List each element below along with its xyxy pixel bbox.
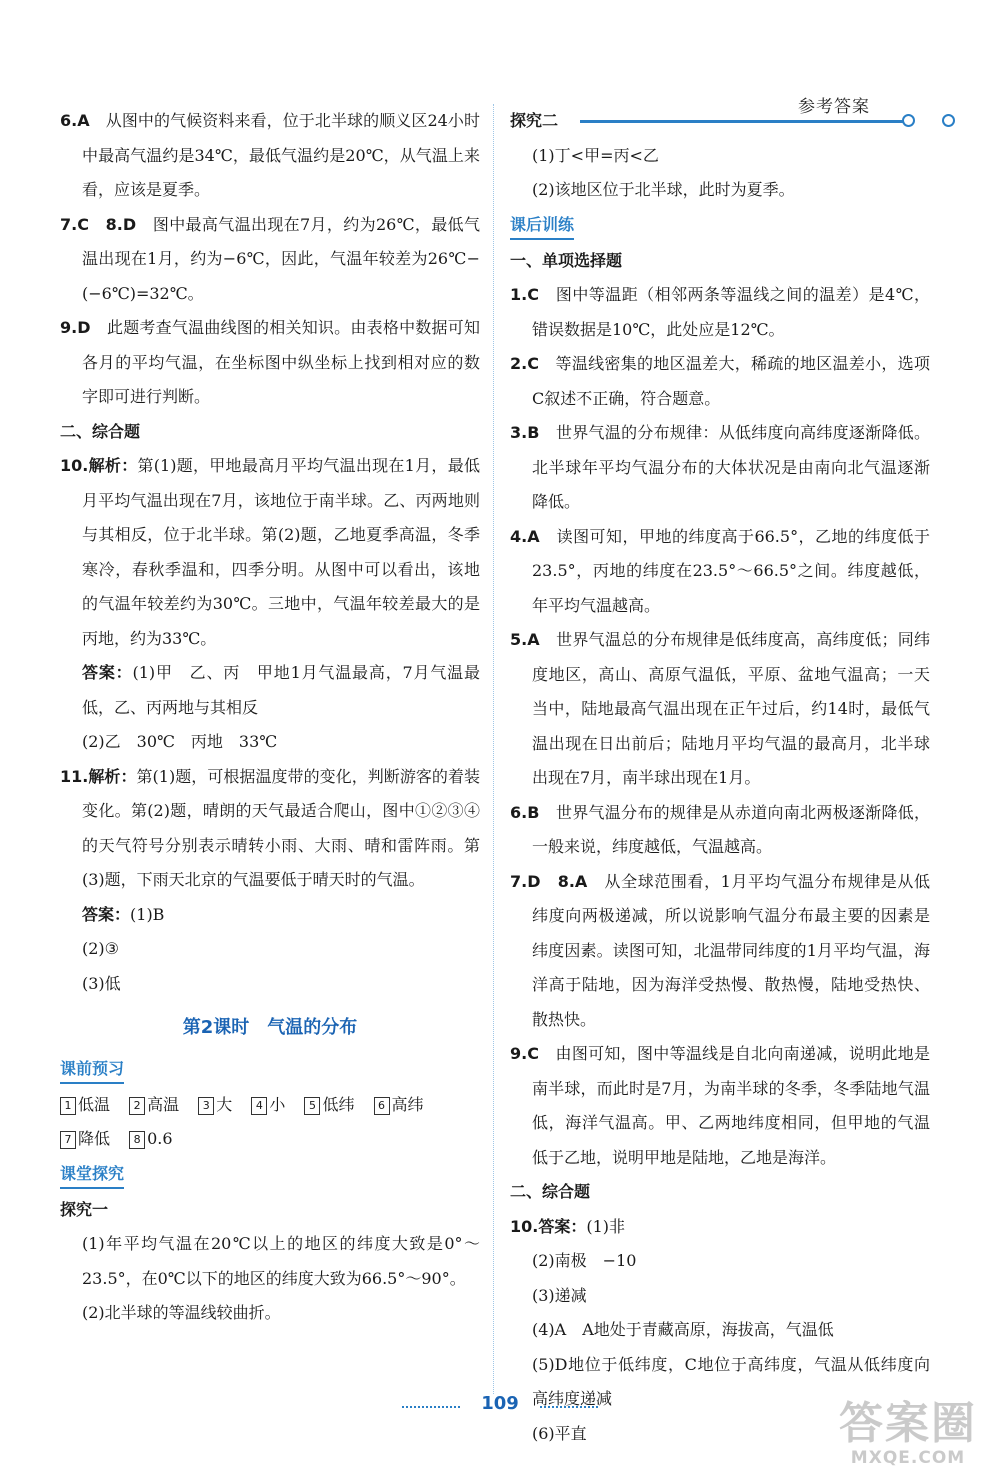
fill-answer: 8 0.6 — [129, 1129, 172, 1148]
column-divider — [493, 104, 494, 1394]
preview-answers-row-1 — [60, 1088, 480, 1123]
answer-item-9: 9.D 此题考查气温曲线图的相关知识。由表格中数据可知各月的平均气温，在坐标图中纵坐标上找到相对应的数字即可进行判断。 — [60, 318, 480, 406]
number-box: 4 — [251, 1097, 267, 1115]
fill-answer: 5 低纬 — [304, 1095, 354, 1114]
answer-item-10-answer: 答案：(1)甲 乙、丙 甲地1月气温最高，7月气温最低，乙、丙两地与其相反 — [82, 663, 480, 717]
section-heading-comprehensive: 二、综合题 — [510, 1182, 591, 1201]
right-column — [510, 104, 930, 1451]
number-box: 2 — [129, 1097, 145, 1115]
answer-item-10-analysis: 10.解析：第(1)题，甲地最高月平均气温出现在1月，最低月平均气温出现在7月，该地位于南半球。乙、丙两地则与其相反，位于北半球。第(2)题，乙地夏季高温，冬季寒冷，春秋季温和，四季分明。从图中可以看出，该地的气温年较差约为30℃。三地中，气温年较差最大的是丙地，约为33℃。 — [60, 456, 480, 648]
page-footer — [400, 1393, 600, 1417]
answer-item-7-8: 7.C 8.D 图中最高气温出现在7月，约为26℃，最低气温出现在1月，约为−6℃，因此，气温年较差为26℃−(−6℃)=32℃。 — [60, 214, 480, 303]
left-column — [60, 104, 480, 1331]
fill-answer: 1 低温 — [60, 1095, 110, 1114]
answer-item-11-answer-3: (3)低 — [82, 973, 121, 993]
section-heading-single-choice: 一、单项选择题 — [510, 250, 623, 270]
explore-2-answer-1: (1)丁<甲=丙<乙 — [532, 145, 659, 165]
answer-item-10-part-6: (6)平直 — [532, 1423, 587, 1443]
watermark-url: MXQE.COM — [850, 1448, 966, 1468]
answer-item-10-answer-2: (2)乙 30℃ 丙地 33℃ — [82, 732, 278, 751]
answer-item-10: 10.答案：(1)非 — [510, 1216, 626, 1236]
answer-item-6: 6.A 从图中的气候资料来看，位于北半球的顺义区24小时中最高气温约是34℃，最低气温约是20℃，从气温上来看，应该是夏季。 — [60, 111, 480, 199]
answer-item-2: 2.C 等温线密集的地区温差大，稀疏的地区温差小，选项C叙述不正确，符合题意。 — [510, 354, 930, 408]
preview-answers-row-2 — [60, 1122, 480, 1157]
fill-answer: 6 高纬 — [374, 1095, 424, 1114]
footer-dots-right — [540, 1406, 598, 1408]
answer-item-10-part-4: (4)A A地处于青藏高原，海拔高，气温低 — [532, 1320, 834, 1339]
answer-item-10-part-3: (3)递减 — [532, 1285, 587, 1305]
section-tab-classroom: 课堂探究 — [60, 1161, 124, 1189]
section-tab-after-class: 课后训练 — [510, 212, 574, 240]
answer-item-11-analysis: 11.解析：第(1)题，可根据温度带的变化，判断游客的着装变化。第(2)题，晴朗的天气最适合爬山，图中①②③④的天气符号分别表示晴转小雨、大雨、晴和雷阵雨。第(3)题，下雨天北京的气温要低于晴天时的气温。 — [60, 766, 480, 889]
explore-1-answer-1: (1)年平均气温在20℃以上的地区的纬度大致是0°～23.5°，在0℃以下的地区的纬度大致为66.5°～90°。 — [82, 1234, 480, 1288]
fill-answer: 2 高温 — [129, 1095, 179, 1114]
number-box: 1 — [60, 1097, 76, 1115]
answer-item-5: 5.A 世界气温总的分布规律是低纬度高，高纬度低；同纬度地区，高山、高原气温低，平原、盆地气温高；一天当中，陆地最高气温出现在正午过后，约14时，最低气温出现在日出前后；陆地月平均气温的最高月，北半球出现在7月，南半球出现在1月。 — [510, 630, 930, 787]
answer-item-3: 3.B 世界气温的分布规律：从低纬度向高纬度逐渐降低。北半球年平均气温分布的大体状况是由南向北气温逐渐降低。 — [510, 423, 930, 511]
answer-item-7-8: 7.D 8.A 从全球范围看，1月平均气温分布规律是从低纬度向两极递减，所以说影响气温分布最主要的因素是纬度因素。读图可知，北温带同纬度的1月平均气温，海洋高于陆地，因为海洋受热慢、散热慢，陆地受热快、散热快。 — [510, 871, 930, 1029]
explore-1-answer-2: (2)北半球的等温线较曲折。 — [82, 1303, 281, 1322]
header-title: 参考答案 — [798, 97, 870, 117]
fill-answer: 3 大 — [198, 1095, 232, 1114]
answer-item-10-part-2: (2)南极 −10 — [532, 1251, 637, 1270]
number-box: 6 — [374, 1097, 390, 1115]
number-box: 3 — [198, 1097, 214, 1115]
number-box: 7 — [60, 1131, 76, 1149]
explore-1-title: 探究一 — [60, 1199, 109, 1219]
number-box: 8 — [129, 1131, 145, 1149]
page-number: 109 — [481, 1393, 519, 1414]
section-heading-comprehensive: 二、综合题 — [60, 421, 141, 441]
fill-answer: 4 小 — [251, 1095, 285, 1114]
watermark-glyphs: 答案圈 — [839, 1398, 977, 1449]
answer-item-11-answer: 答案：(1)B — [82, 904, 165, 924]
lesson-title: 第2课时 气温的分布 — [182, 1017, 358, 1038]
watermark-logo — [828, 1400, 988, 1468]
answer-item-4: 4.A 读图可知，甲地的纬度高于66.5°，乙地的纬度低于23.5°，丙地的纬度在23.5°～66.5°之间。纬度越低，年平均气温越高。 — [510, 526, 930, 615]
footer-dots-left — [402, 1406, 460, 1408]
answer-item-9: 9.C 由图可知，图中等温线是自北向南递减，说明此地是南半球，而此时是7月，为南半球的冬季，冬季陆地气温低，海洋气温高。甲、乙两地纬度相同，但甲地的气温低于乙地，说明甲地是陆地，乙地是海洋。 — [510, 1044, 930, 1167]
fill-answer: 7 降低 — [60, 1129, 110, 1148]
explore-2-title: 探究二 — [510, 111, 559, 130]
number-box: 5 — [304, 1097, 320, 1115]
header-ornament-dot-2 — [942, 114, 955, 127]
answer-item-11-answer-2: (2)③ — [82, 939, 120, 958]
answer-item-1: 1.C 图中等温距（相邻两条等温线之间的温差）是4℃，错误数据是10℃，此处应是12℃。 — [510, 285, 930, 339]
answer-item-10-part-5: (5)D地位于低纬度，C地位于高纬度，气温从低纬度向高纬度递减 — [532, 1354, 930, 1408]
answer-item-6: 6.B 世界气温分布的规律是从赤道向南北两极逐渐降低，一般来说，纬度越低，气温越高。 — [510, 802, 930, 856]
section-tab-preview: 课前预习 — [60, 1056, 124, 1084]
explore-2-answer-2: (2)该地区位于北半球，此时为夏季。 — [532, 180, 795, 199]
